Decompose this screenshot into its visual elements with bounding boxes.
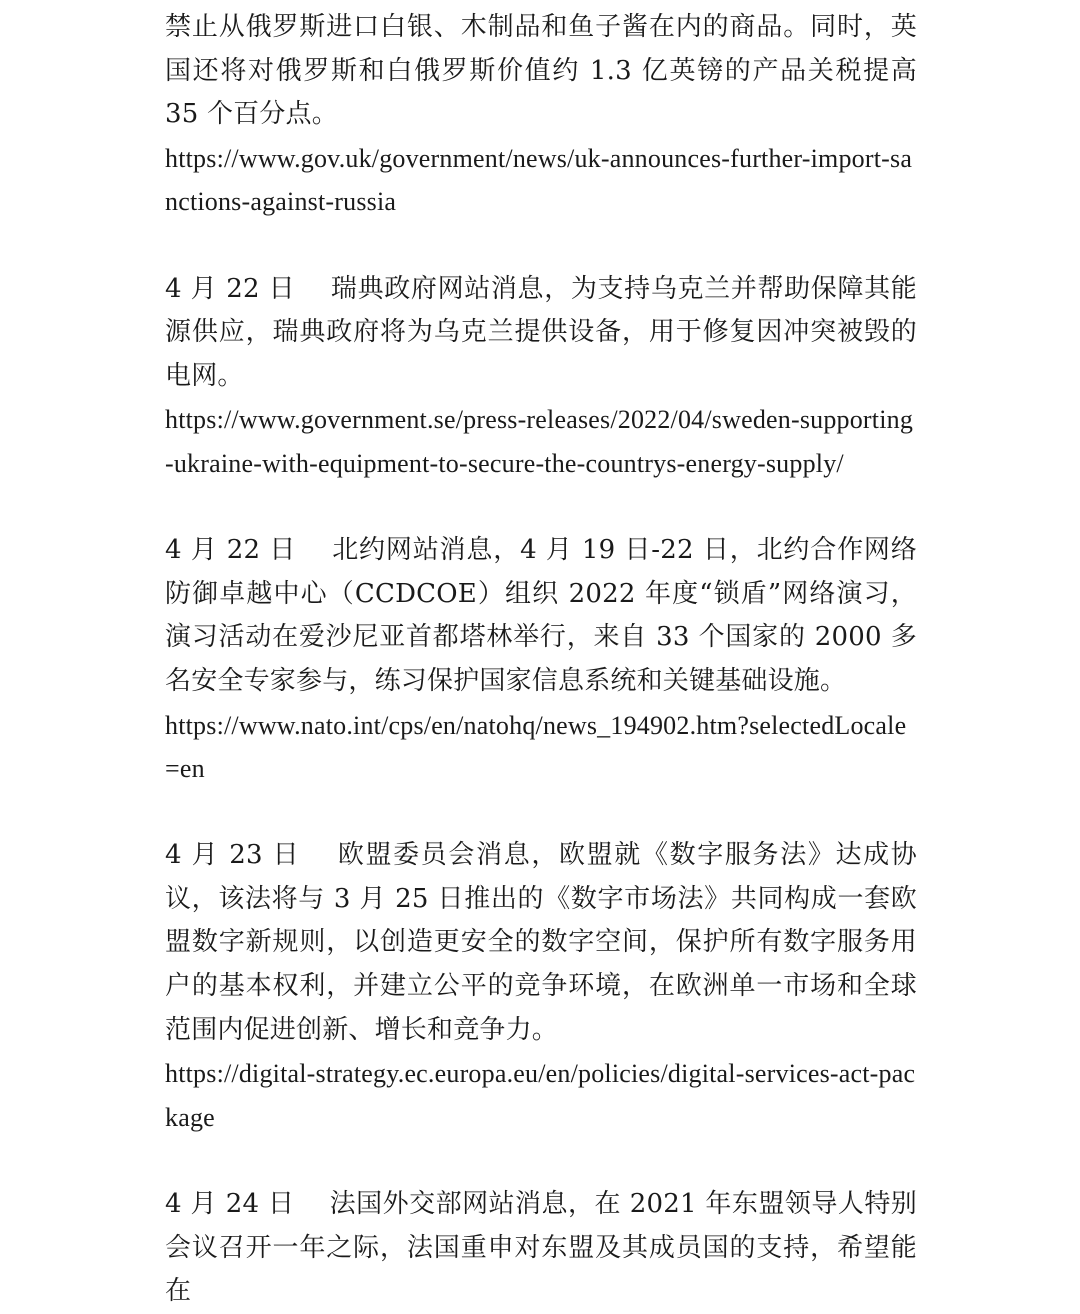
- entry-text: 禁止从俄罗斯进口白银、木制品和鱼子酱在内的商品。同时，英国还将对俄罗斯和白俄罗斯价值约 1.3 亿英镑的产品关税提高 35 个百分点。: [165, 12, 917, 130]
- news-entry: [165, 1183, 917, 1314]
- source-link[interactable]: https://www.nato.int/cps/en/natohq/news_194902.htm?selectedLocale=en: [165, 710, 907, 784]
- source-link[interactable]: https://www.gov.uk/government/news/uk-announces-further-import-sanctions-against-russia: [165, 143, 913, 217]
- entry-paragraph: [165, 268, 917, 399]
- news-entry: [165, 6, 917, 224]
- entry-text: 欧盟委员会消息，欧盟就《数字服务法》达成协议，该法将与 3 月 25 日推出的《数字市场法》共同构成一套欧盟数字新规则，以创造更安全的数字空间，保护所有数字服务用户的基本权利，并建立公平的竞争环境，在欧洲单一市场和全球范围内促进创新、增长和竞争力。: [165, 840, 917, 1045]
- entry-date: 4 月 22 日: [165, 273, 296, 304]
- entry-date: 4 月 24 日: [165, 1189, 295, 1220]
- news-entry: [165, 268, 917, 486]
- entry-date: 4 月 22 日: [165, 535, 297, 566]
- news-entry: [165, 529, 917, 791]
- entry-paragraph: [165, 1183, 917, 1314]
- entry-text: 瑞典政府网站消息，为支持乌克兰并帮助保障其能源供应，瑞典政府将为乌克兰提供设备，用于修复因冲突被毁的电网。: [165, 273, 917, 391]
- document-page: [165, 6, 917, 1314]
- entry-paragraph: [165, 529, 917, 703]
- news-entry: [165, 834, 917, 1139]
- source-link[interactable]: https://digital-strategy.ec.europa.eu/en/policies/digital-services-act-package: [165, 1059, 916, 1132]
- entry-text: 北约网站消息，4 月 19 日-22 日，北约合作网络防御卓越中心（CCDCOE）组织 2022 年度“锁盾”网络演习，演习活动在爱沙尼亚首都塔林举行，来自 33 个国家的 2000 多名安全专家参与，练习保护国家信息系统和关键基础设施。: [165, 535, 917, 696]
- entry-text: 法国外交部网站消息，在 2021 年东盟领导人特别会议召开一年之际，法国重申对东盟及其成员国的支持，希望能在: [165, 1189, 917, 1307]
- entry-paragraph: [165, 834, 917, 1052]
- source-link[interactable]: https://www.government.se/press-releases/2022/04/sweden-supporting-ukraine-with-equipment-to-secure-the-countrys-energy-supply/: [165, 405, 914, 478]
- entry-paragraph: [165, 6, 917, 137]
- entry-date: 4 月 23 日: [165, 840, 301, 871]
